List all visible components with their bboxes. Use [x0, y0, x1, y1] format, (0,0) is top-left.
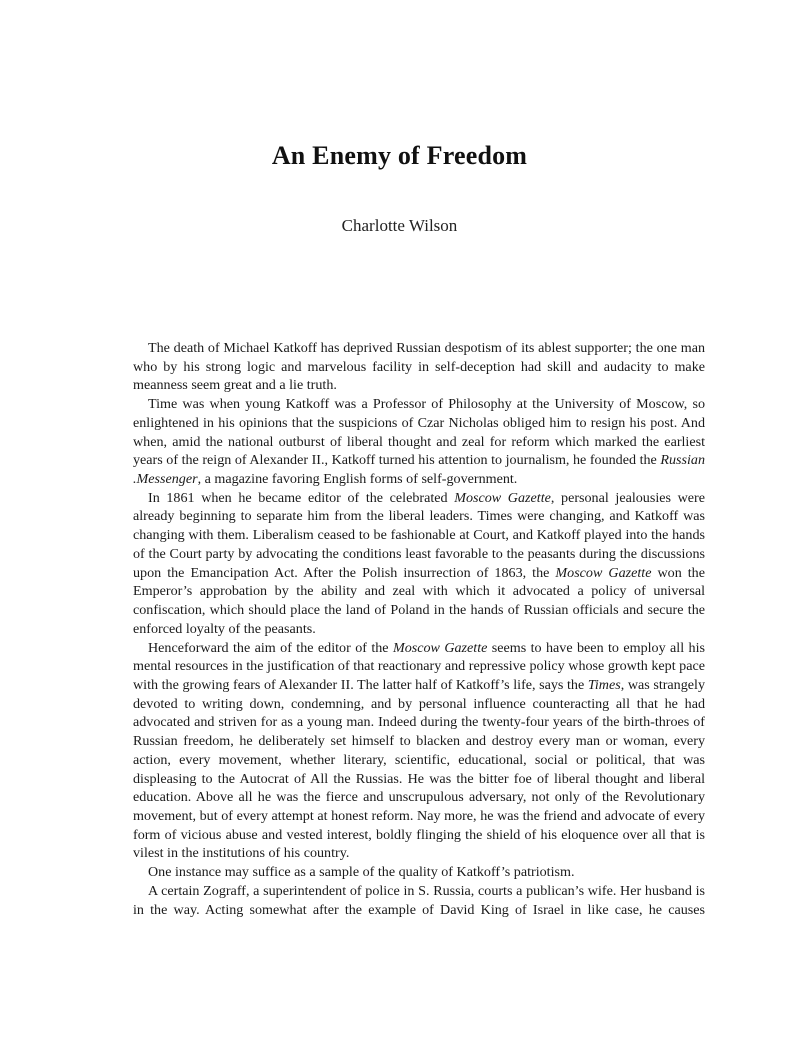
- italic-title-moscow-gazette: Moscow Gazette: [392, 639, 488, 656]
- paragraph-text: , a magazine favoring English forms of self-government.: [197, 471, 518, 488]
- italic-title-moscow-gazette: Moscow Gazette: [555, 564, 652, 581]
- italic-title-moscow-gazette: Moscow Gazette: [454, 489, 551, 506]
- document-body: [133, 339, 705, 919]
- italic-title-russian-messenger: Russian .Messenger: [133, 452, 705, 488]
- paragraph-text: seems to have been to employ all his mental resources in the justification of that reactionary and repressive policy whose growth kept pace with the growing fears of Alexander II. The latter half of Katkoff’s life, says the: [133, 639, 705, 693]
- paragraph-2: [133, 395, 705, 489]
- paragraph-text: , was strangely devoted to writing down, condemning, and by personal influence counteracting all that he had advocated and striven for as a young man. Indeed during the twenty-four years of the birth-throes of Russian freedom, he deliberately set himself to blacken and destroy every man or woman, every action, every movement, whether literary, scientific, educational, social or political, that was displeasing to the Autocrat of All the Russias. He was the bitter foe of liberal thought and liberal education. Above all he was the fierce and unscrupulous adversary, not only of the Revolutionary movement, but of every attempt at honest reform. Nay more, he was the friend and advocate of every form of vicious abuse and vested interest, boldly flinging the shield of his eloquence over all that is vilest in the institutions of his country.: [133, 676, 705, 862]
- paragraph-text: won the Emperor’s approbation by the ability and zeal with which it advocated a policy of universal confiscation, which should place the land of Poland in the hands of Russian officials and secure the enforced loyalty of the peasants.: [133, 564, 705, 637]
- paragraph-3: [133, 489, 705, 639]
- paragraph-text: Time was when young Katkoff was a Professor of Philosophy at the University of Moscow, so enlightened in his opinions that the suspicions of Czar Nicholas obliged him to resign his post. And when, amid the national outburst of liberal thought and zeal for reform which marked the earliest years of the reign of Alexander II., Katkoff turned his attention to journalism, he founded the: [133, 396, 705, 469]
- paragraph-text: Henceforward the aim of the editor of the: [148, 639, 393, 656]
- paragraph-text: , personal jealousies were already beginning to separate him from the liberal leaders. Times were changing, and Katkoff was changing with them. Liberalism ceased to be fashionable at Court, and Katkoff played into the hands of the Court party by advocating the conditions least favorable to the peasants during the discussions upon the Emancipation Act. After the Polish insurrection of 1863, the: [133, 489, 705, 581]
- paragraph-5: [133, 863, 705, 882]
- paragraph-text: The death of Michael Katkoff has deprived Russian despotism of its ablest supporter; the one man who by his strong logic and marvelous facility in self-deception had skill and audacity to make meanness seem great and a lie truth.: [133, 340, 705, 394]
- document-author: Charlotte Wilson: [341, 216, 458, 235]
- paragraph-4: [133, 639, 705, 864]
- paragraph-text: One instance may suffice as a sample of the quality of Katkoff’s patriotism.: [148, 864, 575, 881]
- paragraph-6: [133, 882, 705, 919]
- paragraph-1: [133, 339, 705, 395]
- paragraph-text: In 1861 when he became editor of the celebrated: [148, 489, 455, 506]
- paragraph-text: A certain Zograff, a superintendent of police in S. Russia, courts a publican’s wife. Her husband is in the way. Acting somewhat after the example of David King of Israel in like case, he causes: [133, 882, 705, 918]
- document-title: An Enemy of Freedom: [271, 141, 528, 170]
- italic-title-times: Times: [587, 676, 621, 693]
